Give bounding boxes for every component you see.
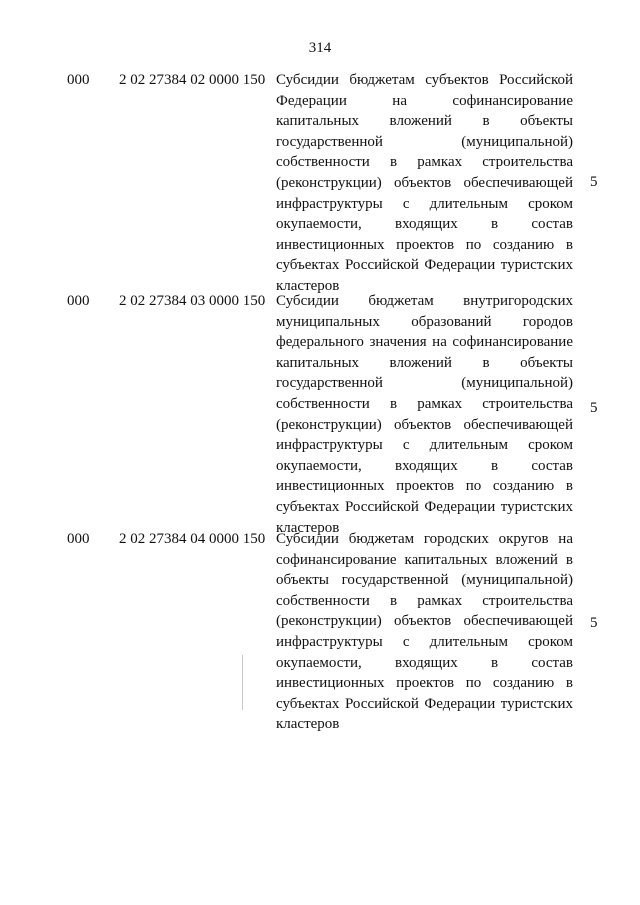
budget-classification-code: 2 02 27384 02 0000 150 (119, 72, 266, 88)
scan-artifact-line (242, 655, 243, 710)
revenue-description: Субсидии бюджетам субъектов Российской Федерации на софинансирование капитальных вложений в объекты государственной (муниципальной) собственности в рамках строительства (реконструкции) объектов обеспечивающей инфраструктуры с длительным сроком окупаемости, входящих в состав инвестиционных проектов по созданию в субъектах Российской Федерации туристских кластеров (276, 72, 573, 294)
administrator-code: 000 (67, 72, 90, 88)
administrator-code: 000 (67, 293, 90, 309)
page-number: 314 (308, 40, 332, 56)
budget-classification-code: 2 02 27384 04 0000 150 (119, 531, 266, 547)
revenue-description: Субсидии бюджетам внутригородских муниципальных образований городов федерального значения на софинансирование капитальных вложений в объекты государственной (муниципальной) собственности в рамках строительства (реконструкции) объектов обеспечивающей инфраструктуры с длительным сроком окупаемости, входящих в состав инвестиционных проектов по созданию в субъектах Российской Федерации туристских кластеров (276, 293, 573, 536)
revenue-description: Субсидии бюджетам городских округов на софинансирование капитальных вложений в объекты государственной (муниципальной) собственности в рамках строительства (реконструкции) объектов обеспечивающей инфраструктуры с длительным сроком окупаемости, входящих в состав инвестиционных проектов по созданию в субъектах Российской Федерации туристских кластеров (276, 531, 573, 733)
budget-classification-code: 2 02 27384 03 0000 150 (119, 293, 266, 309)
amount-value: 5 (590, 174, 598, 190)
administrator-code: 000 (67, 531, 90, 547)
amount-value: 5 (590, 400, 598, 416)
amount-value: 5 (590, 615, 598, 631)
